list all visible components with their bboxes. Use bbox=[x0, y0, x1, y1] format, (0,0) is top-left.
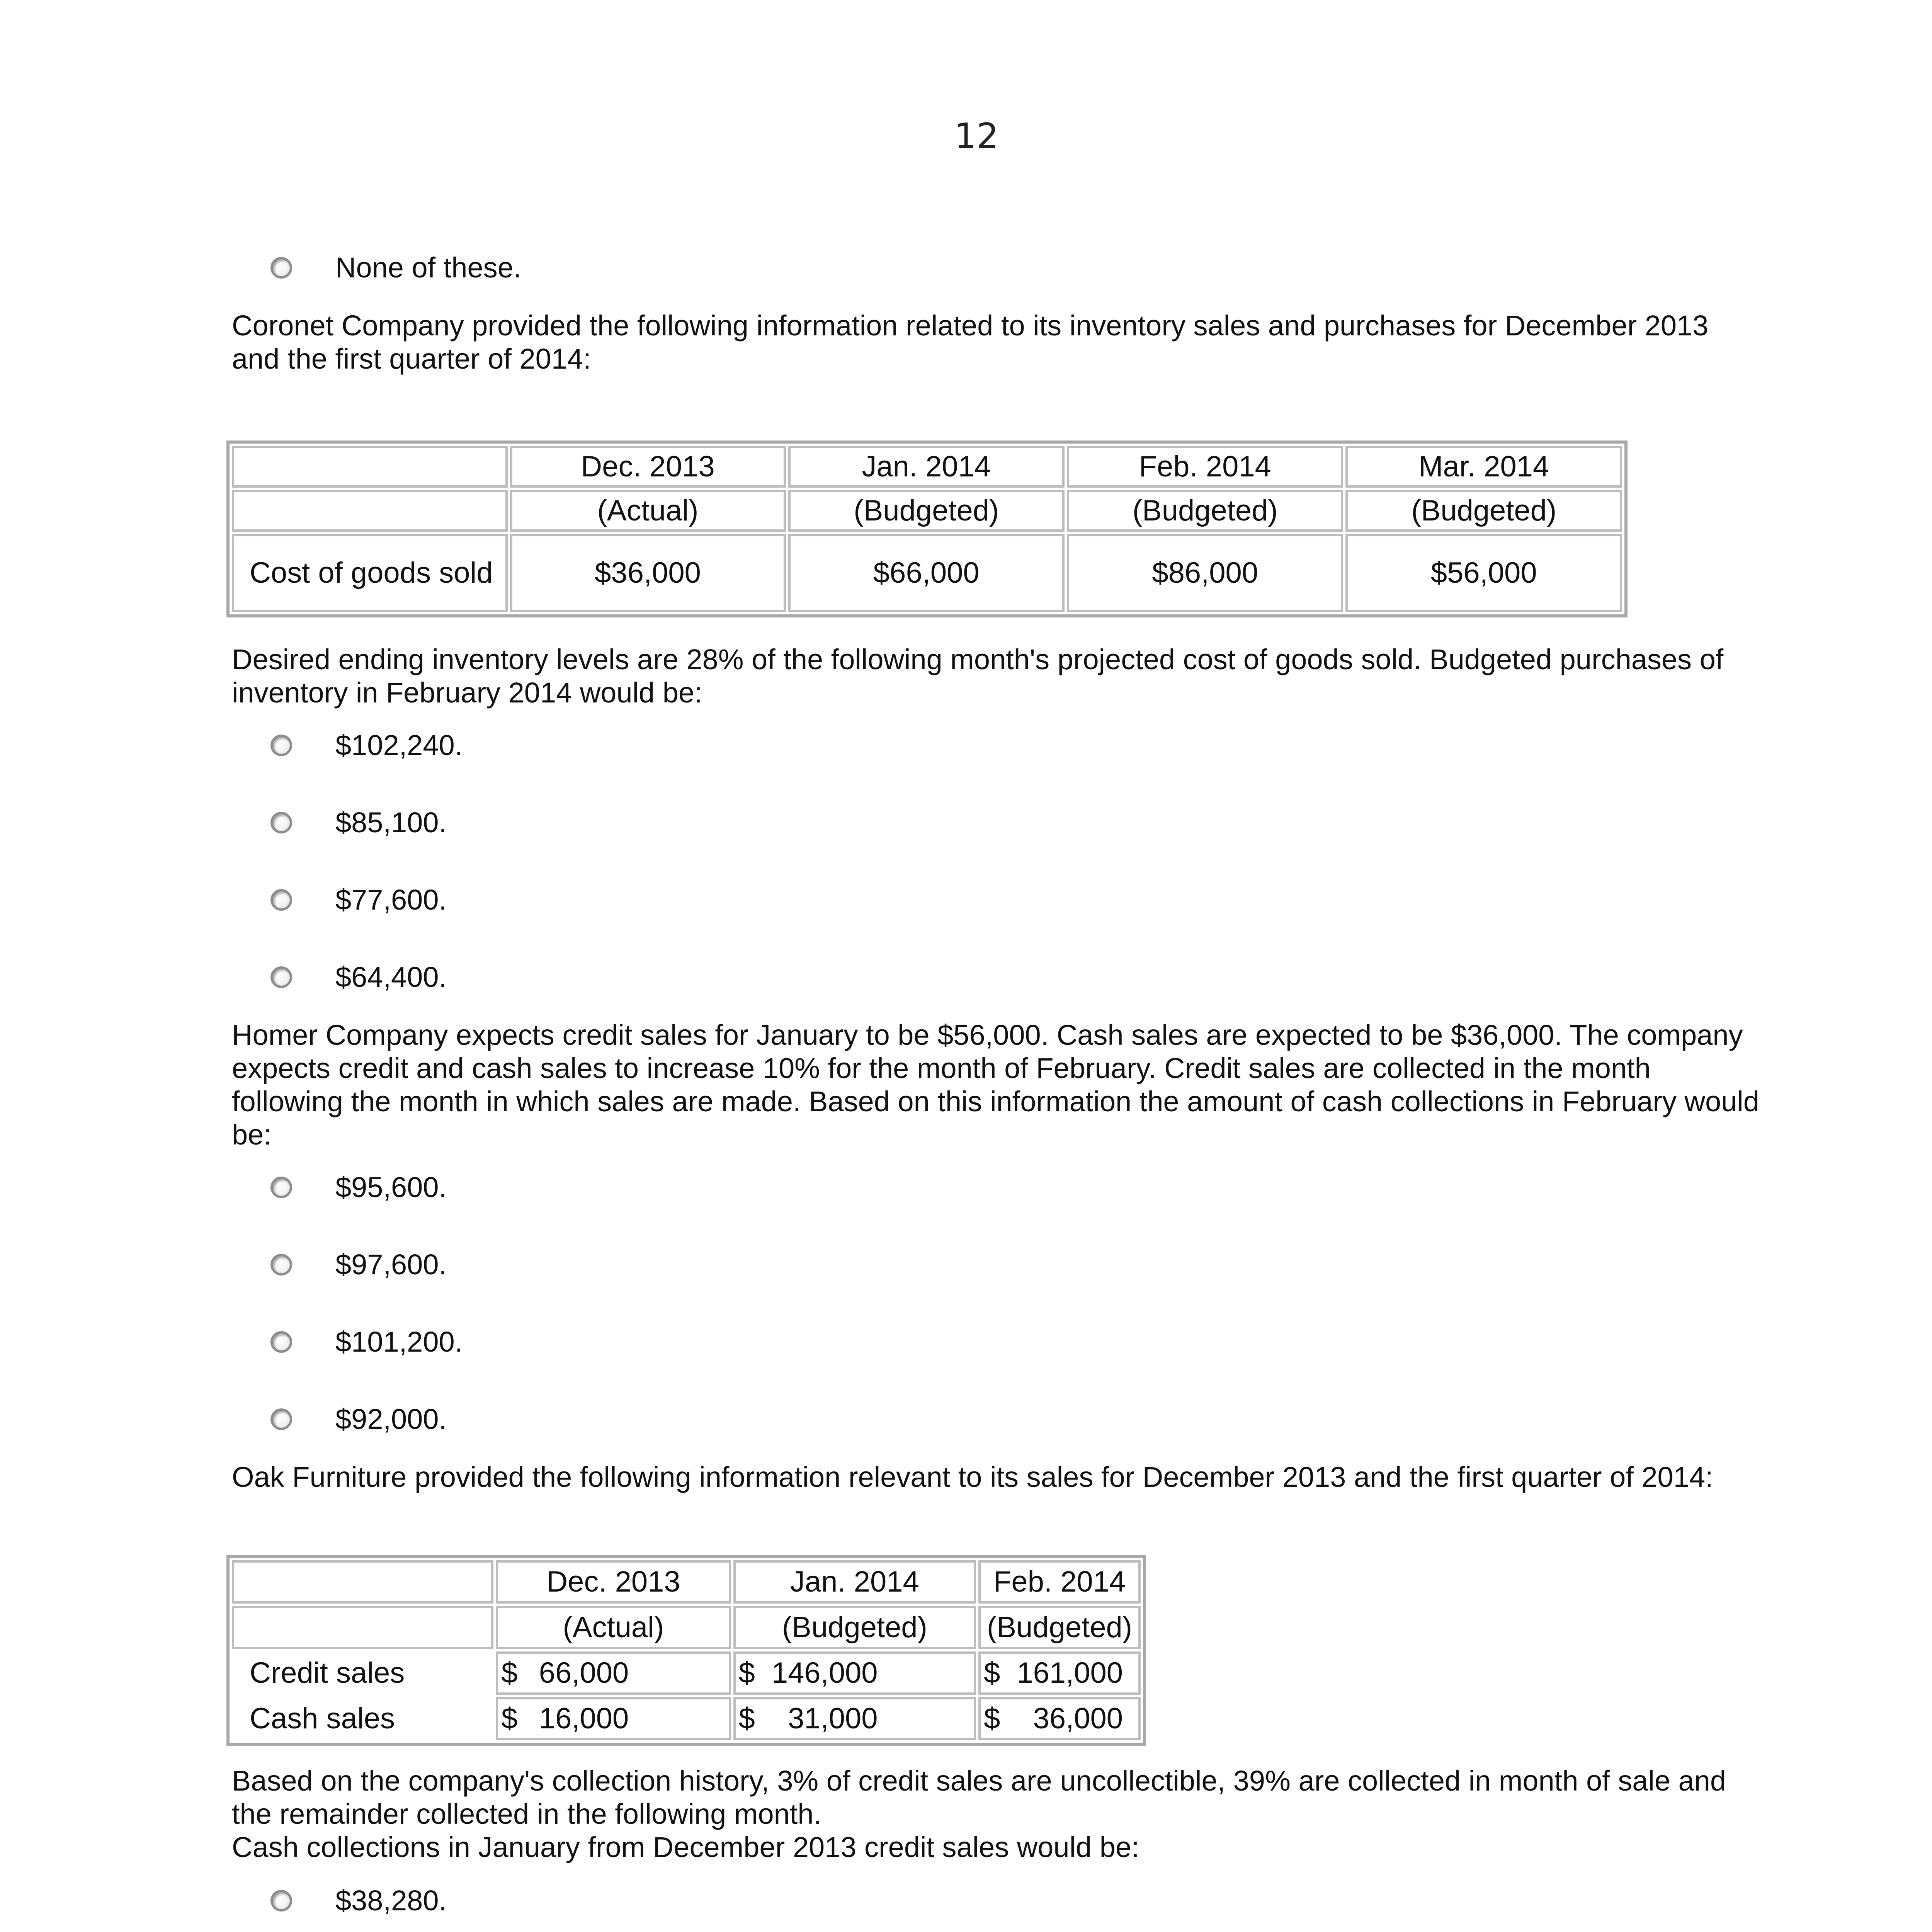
table-header-cell: Mar. 2014 bbox=[1345, 446, 1622, 488]
table-cell bbox=[232, 1560, 493, 1604]
option-label: $101,200. bbox=[335, 1326, 463, 1358]
table-header-cell: Jan. 2014 bbox=[788, 446, 1065, 488]
row-label: Cash sales bbox=[232, 1697, 493, 1740]
table-cell bbox=[496, 1651, 731, 1695]
radio-button-icon[interactable] bbox=[270, 1177, 292, 1198]
coronet-cogs-table bbox=[230, 444, 1624, 614]
answer-option[interactable] bbox=[270, 961, 447, 994]
table-header-cell: Dec. 2013 bbox=[510, 446, 786, 488]
table-row bbox=[232, 534, 1622, 612]
oak-intro: Oak Furniture provided the following information relevant to its sales for December 2013 and the first quarter of 2014: bbox=[232, 1461, 1713, 1493]
coronet-question: Desired ending inventory levels are 28% of the following month's projected cost of goods sold. Budgeted purchases of inventory in February 2014 would be: bbox=[232, 643, 1724, 709]
currency-symbol: $ bbox=[738, 1656, 755, 1689]
table-cell: $56,000 bbox=[1345, 534, 1622, 612]
table-cell bbox=[232, 490, 508, 532]
amount: 146,000 bbox=[771, 1656, 878, 1689]
option-label: $64,400. bbox=[335, 961, 447, 993]
option-label: $77,600. bbox=[335, 884, 447, 916]
radio-button-icon[interactable] bbox=[270, 812, 292, 833]
table-header-cell: (Budgeted) bbox=[1345, 490, 1622, 532]
answer-option[interactable] bbox=[270, 1403, 447, 1436]
radio-button-icon[interactable] bbox=[270, 1408, 292, 1430]
table-cell bbox=[232, 446, 508, 488]
option-label: $97,600. bbox=[335, 1248, 447, 1281]
currency-symbol: $ bbox=[984, 1656, 1000, 1689]
answer-option[interactable] bbox=[270, 806, 447, 839]
option-label: None of these. bbox=[335, 252, 522, 284]
answer-option[interactable] bbox=[270, 1325, 463, 1359]
option-label: $102,240. bbox=[335, 729, 463, 761]
table-header-cell: (Budgeted) bbox=[733, 1606, 976, 1649]
option-label: $85,100. bbox=[335, 806, 447, 838]
table-cell bbox=[733, 1697, 976, 1740]
table-cell bbox=[978, 1697, 1141, 1740]
table-header-cell: (Budgeted) bbox=[788, 490, 1065, 532]
table-cell bbox=[733, 1651, 976, 1695]
currency-symbol: $ bbox=[501, 1656, 518, 1689]
currency-symbol: $ bbox=[738, 1702, 755, 1735]
table-header-cell: Dec. 2013 bbox=[496, 1560, 731, 1604]
currency-symbol: $ bbox=[501, 1702, 518, 1735]
amount: 161,000 bbox=[1017, 1656, 1123, 1689]
table-header-cell: Feb. 2014 bbox=[978, 1560, 1141, 1604]
answer-option[interactable] bbox=[270, 1248, 447, 1281]
table-header-cell: (Actual) bbox=[496, 1606, 731, 1649]
table-header-row bbox=[232, 490, 1622, 532]
table-cell: $86,000 bbox=[1067, 534, 1343, 612]
table-cell: $36,000 bbox=[510, 534, 786, 612]
table-row bbox=[232, 1651, 1141, 1695]
currency-symbol: $ bbox=[984, 1702, 1000, 1735]
answer-option[interactable] bbox=[270, 1171, 447, 1204]
table-header-cell: (Actual) bbox=[510, 490, 786, 532]
amount: 36,000 bbox=[1033, 1702, 1123, 1735]
table-row bbox=[232, 1697, 1141, 1740]
oak-question-text: Based on the company's collection history, 3% of credit sales are uncollectible, 39% are collected in month of sale and the remainder collected in the following month. bbox=[232, 1765, 1726, 1830]
radio-button-icon[interactable] bbox=[270, 966, 292, 988]
table-header-row bbox=[232, 1606, 1141, 1649]
radio-button-icon[interactable] bbox=[270, 1254, 292, 1276]
table-cell: $66,000 bbox=[788, 534, 1065, 612]
option-label: $92,000. bbox=[335, 1403, 447, 1435]
homer-question: Homer Company expects credit sales for January to be $56,000. Cash sales are expected to be $36,000. The company expects credit and cash sales to increase 10% for the month of February. Credit sales are collected in the month following the month in which sales are made. Based on this information the amount of cash collections in February would be: bbox=[232, 1019, 1759, 1151]
amount: 16,000 bbox=[539, 1702, 629, 1735]
option-label: $95,600. bbox=[335, 1171, 447, 1203]
table-header-cell: (Budgeted) bbox=[978, 1606, 1141, 1649]
table-cell bbox=[978, 1651, 1141, 1695]
table-cell bbox=[232, 1606, 493, 1649]
table-header-row bbox=[232, 1560, 1141, 1604]
row-label: Credit sales bbox=[232, 1651, 493, 1695]
radio-button-icon[interactable] bbox=[270, 1890, 292, 1912]
radio-button-icon[interactable] bbox=[270, 889, 292, 911]
coronet-intro: Coronet Company provided the following information related to its inventory sales and purchases for December 2013 and the first quarter of 2014: bbox=[232, 310, 1709, 375]
answer-option[interactable] bbox=[270, 1884, 447, 1917]
table-header-row bbox=[232, 446, 1622, 488]
amount: 66,000 bbox=[539, 1656, 629, 1689]
radio-button-icon[interactable] bbox=[270, 735, 292, 756]
table-header-cell: Feb. 2014 bbox=[1067, 446, 1343, 488]
page-number: 12 bbox=[954, 116, 999, 156]
radio-button-icon[interactable] bbox=[270, 257, 292, 279]
answer-option[interactable] bbox=[270, 883, 447, 917]
table-header-cell: (Budgeted) bbox=[1067, 490, 1343, 532]
table-cell bbox=[496, 1697, 731, 1740]
table-header-cell: Jan. 2014 bbox=[733, 1560, 976, 1604]
radio-button-icon[interactable] bbox=[270, 1331, 292, 1353]
row-label: Cost of goods sold bbox=[232, 534, 508, 612]
option-label: $38,280. bbox=[335, 1884, 447, 1917]
amount: 31,000 bbox=[788, 1702, 878, 1735]
oak-sales-table bbox=[230, 1558, 1143, 1743]
answer-option-none[interactable] bbox=[270, 251, 521, 284]
answer-option[interactable] bbox=[270, 729, 463, 762]
oak-question-prompt: Cash collections in January from December 2013 credit sales would be: bbox=[232, 1831, 1139, 1863]
